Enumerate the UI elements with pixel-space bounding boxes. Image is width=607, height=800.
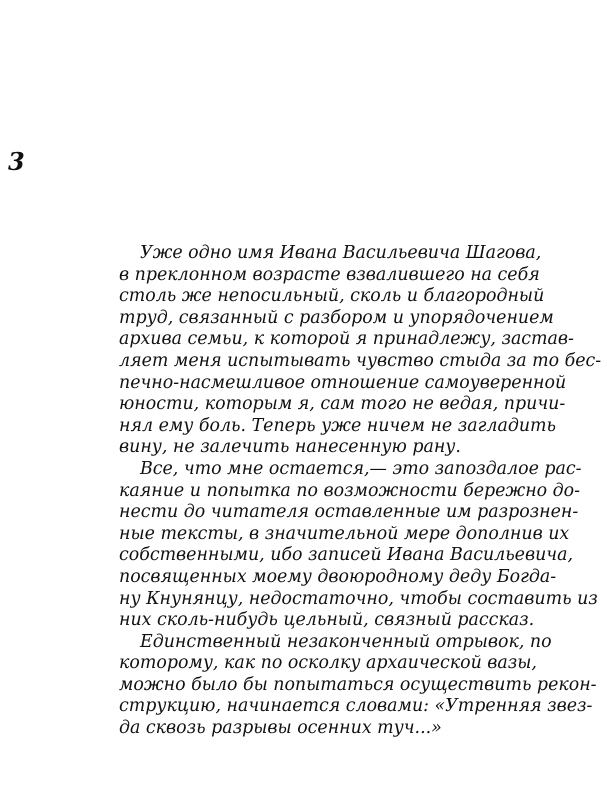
text-line: юности, которым я, сам того не ведая, причи-	[119, 394, 566, 415]
paragraph-1	[119, 243, 602, 459]
text-line: которому, как по осколку архаической вазы,	[119, 653, 537, 674]
text-line: нял ему боль. Теперь уже ничем не загладить	[119, 415, 557, 436]
paragraph-3	[119, 631, 597, 740]
text-line: вину, не залечить нанесенную рану.	[119, 437, 461, 458]
text-line: печно-насмешливое отношение самоуверенной	[119, 372, 567, 393]
text-line: Все, что мне остается,— это запоздалое рас-	[140, 458, 582, 479]
text-line: можно было бы попытаться осуществить рекон-	[119, 674, 597, 695]
text-line: каяние и попытка по возможности бережно до-	[119, 480, 581, 501]
text-line: ну Кнунянцу, недостаточно, чтобы составить из	[119, 588, 598, 609]
text-line: да сквозь разрывы осенних туч...»	[119, 718, 442, 739]
text-line: столь же непосильный, сколь и благородный	[119, 286, 545, 307]
page-number: 3	[8, 147, 25, 176]
text-line: ные тексты, в значительной мере дополнив их	[119, 523, 570, 544]
text-line: Уже одно имя Ивана Васильевича Шагова,	[140, 243, 542, 263]
text-line: собственными, ибо записей Ивана Васильевича,	[119, 545, 574, 566]
paragraph-2	[119, 458, 598, 632]
text-line: труд, связанный с разбором и упорядочением	[119, 307, 554, 328]
body-text	[119, 243, 602, 740]
text-line: струкцию, начинается словами: «Утренняя звез-	[119, 696, 593, 717]
text-line: архива семьи, к которой я принадлежу, застав-	[119, 329, 574, 350]
text-line: посвященных моему двоюродному деду Богда-	[119, 566, 557, 587]
text-line: Единственный незаконченный отрывок, по	[140, 631, 552, 652]
text-line: в преклонном возрасте взвалившего на себя	[119, 264, 540, 285]
text-line: ляет меня испытывать чувство стыда за то бес-	[119, 350, 602, 371]
text-line: них сколь-нибудь цельный, связный рассказ.	[119, 610, 535, 631]
text-line: нести до читателя оставленные им разрознен-	[119, 502, 579, 523]
